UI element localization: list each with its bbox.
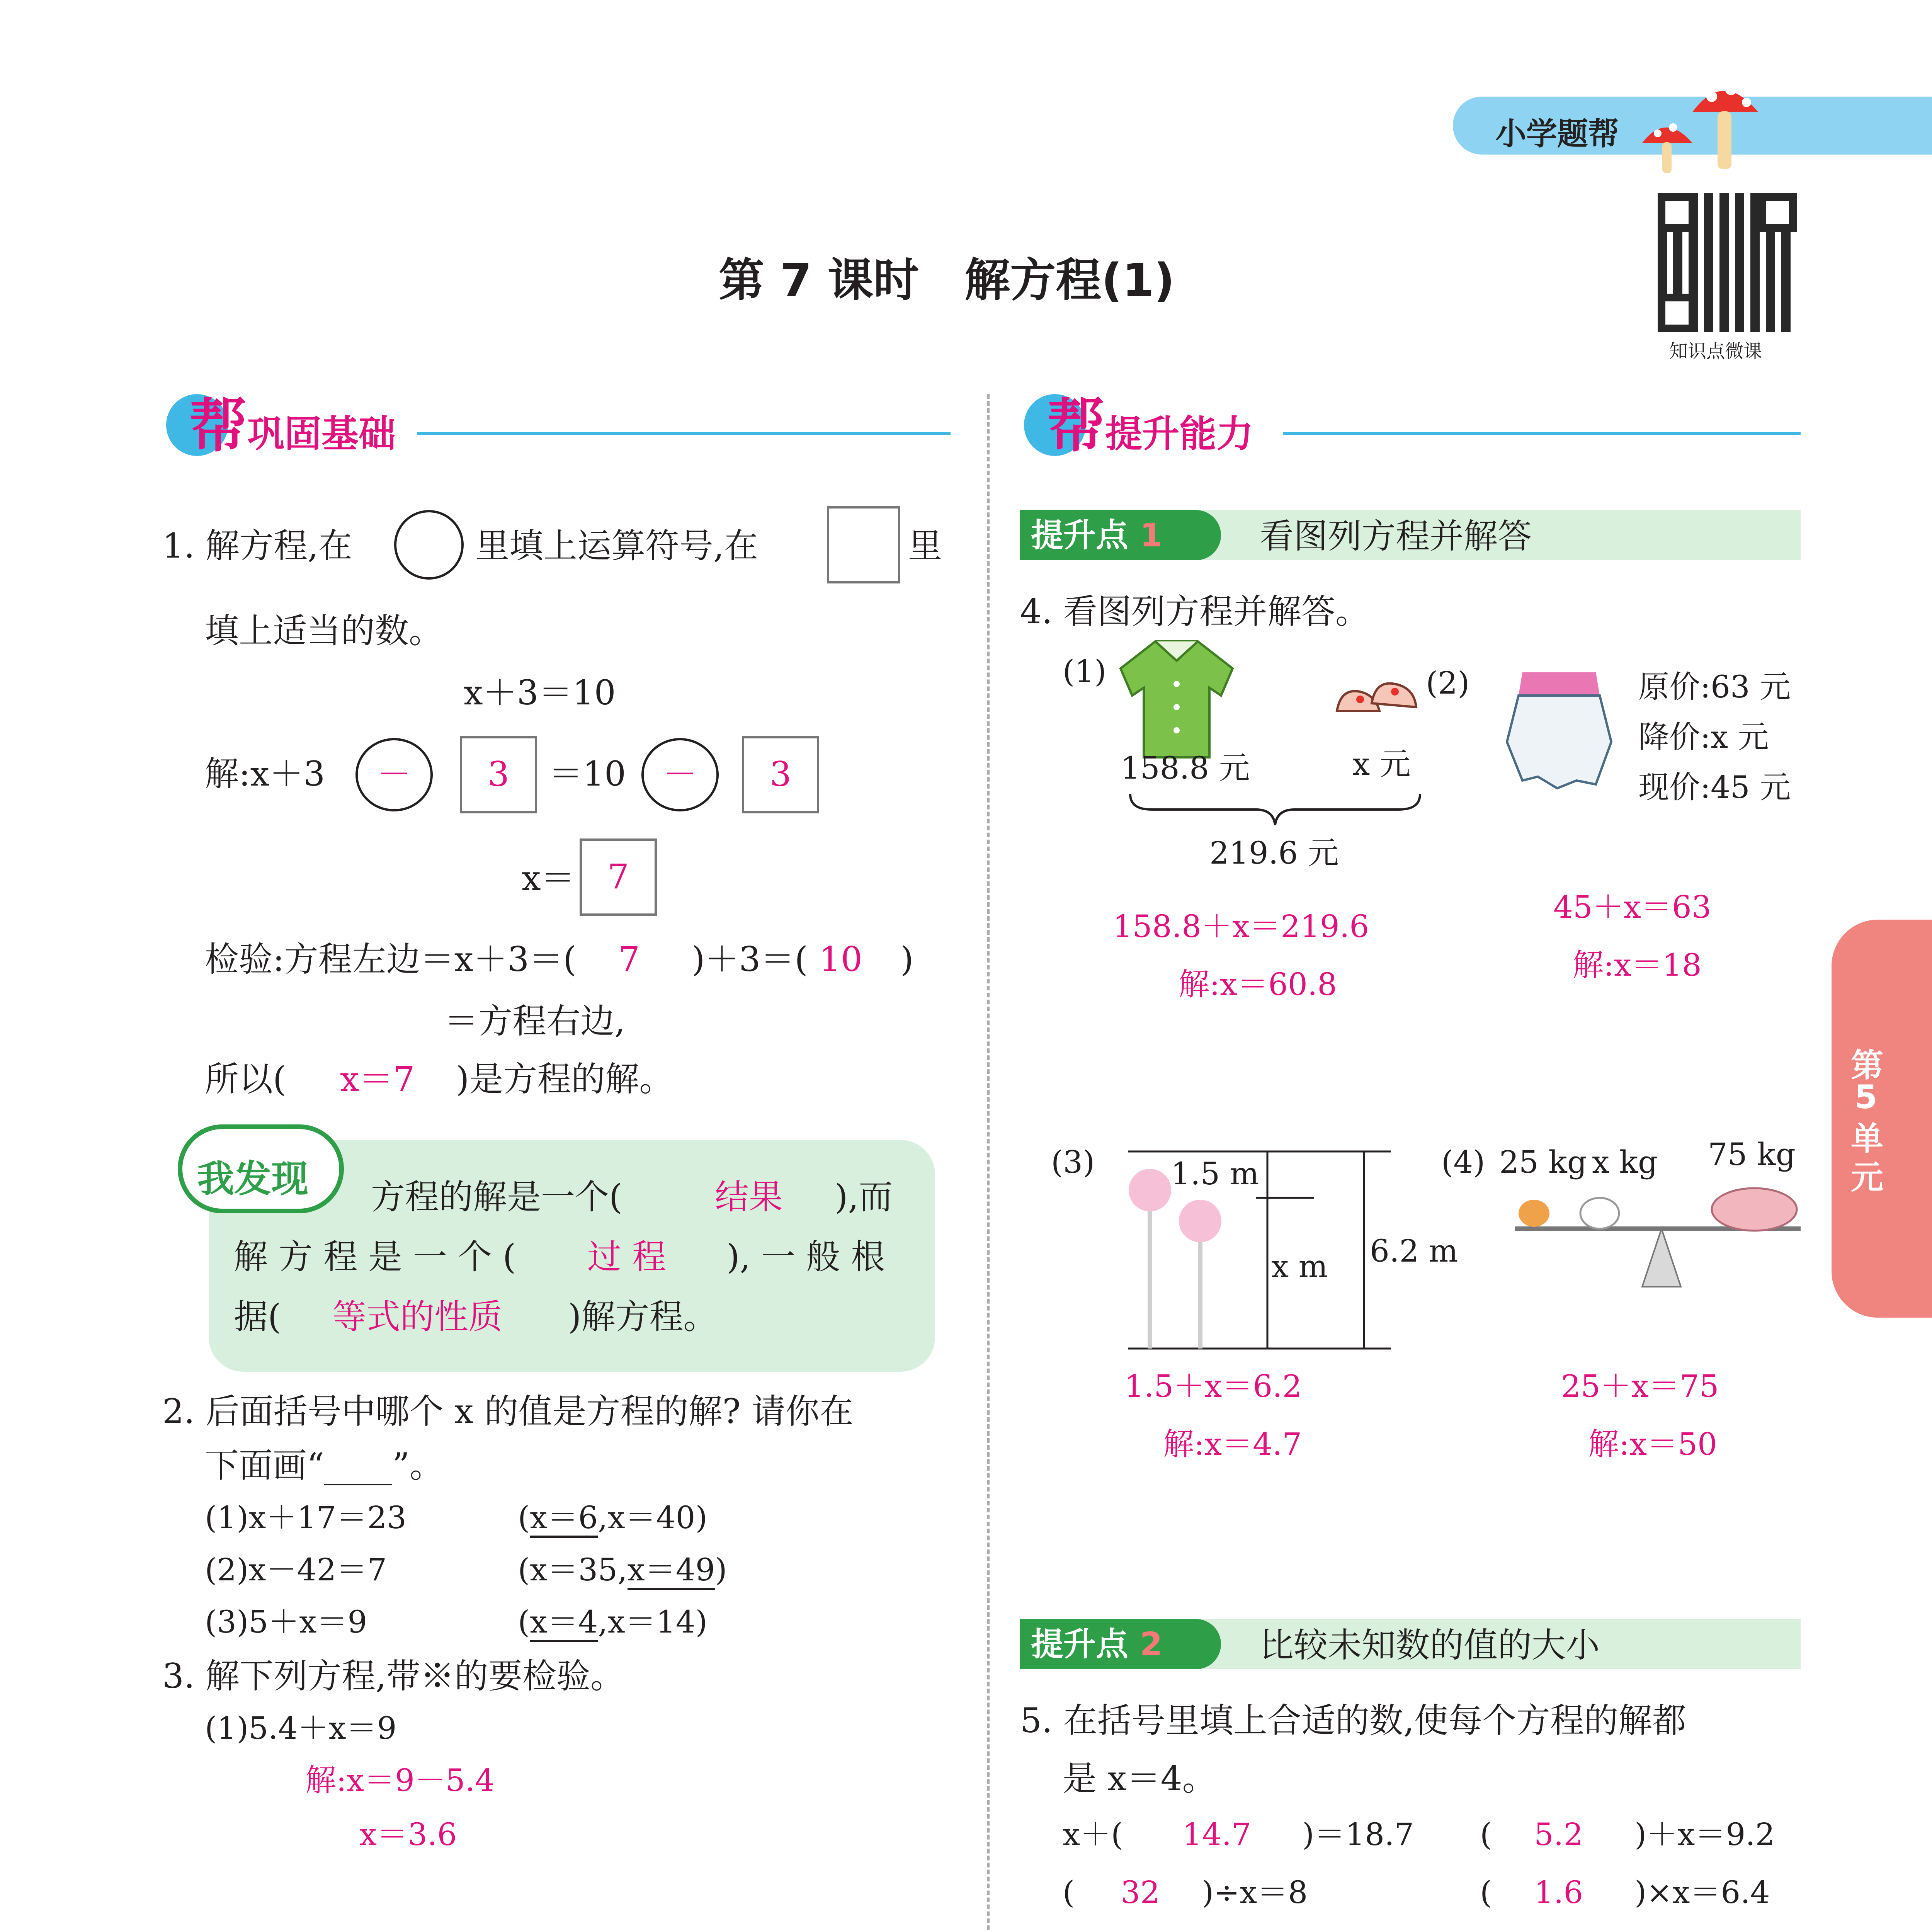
shoes-icon xyxy=(1333,668,1422,730)
discover-l1-answer[interactable]: 结果 xyxy=(715,1177,783,1217)
discover-l3a: 据( xyxy=(234,1297,281,1337)
q4-price1: 158.8 元 xyxy=(1121,750,1250,786)
q4-w1: 25 kg xyxy=(1499,1144,1587,1180)
tip-text-2: 比较未知数的值的大小 xyxy=(1260,1625,1600,1665)
q2-item-3-options xyxy=(518,1604,707,1641)
side-tab-char-2: 5 xyxy=(1855,1078,1878,1116)
q2-item-3-sep: , xyxy=(598,1604,608,1640)
q3-p1-eq: (1)5.4＋x＝9 xyxy=(205,1710,397,1746)
q5-r1-answer[interactable]: 14.7 xyxy=(1182,1816,1252,1852)
q1-check-b: )＋3＝( xyxy=(692,939,808,979)
q1-text-c: 里 xyxy=(908,526,942,566)
q2-item-3-opt1[interactable]: x＝4 xyxy=(530,1604,598,1642)
discover-l1a: 方程的解是一个( xyxy=(371,1177,622,1217)
q1-answer-box-1[interactable]: 3 xyxy=(460,736,537,813)
q1-line2: 填上适当的数。 xyxy=(205,611,443,651)
q4-discount: 降价:x 元 xyxy=(1638,719,1769,755)
discover-l2b: ), 一 般 根 xyxy=(726,1237,885,1277)
q5-r3-answer[interactable]: 32 xyxy=(1121,1874,1160,1910)
bang-icon: 帮 xyxy=(189,393,248,460)
seesaw-animals-diagram xyxy=(1507,1182,1816,1298)
q2-item-2-opt1[interactable]: x＝35 xyxy=(530,1552,618,1588)
q5-r2a: ( xyxy=(1480,1816,1492,1852)
q4-hx: x m xyxy=(1271,1248,1328,1284)
q1-check-a: 检验:方程左边＝x＋3＝( xyxy=(205,939,577,979)
q1-op-circle-1[interactable]: － xyxy=(355,738,433,811)
q1-answer-box-2[interactable]: 3 xyxy=(742,736,819,813)
q1-text-b: 里填上运算符号,在 xyxy=(475,526,758,566)
discover-l3-answer[interactable]: 等式的性质 xyxy=(332,1297,503,1337)
q4-a2: 45＋x＝63 xyxy=(1553,889,1711,925)
side-tab-char-3: 单 xyxy=(1851,1120,1884,1158)
q2-item-2-sep: , xyxy=(617,1552,628,1588)
q4-total: 219.6 元 xyxy=(1209,835,1339,871)
q1-text-a: 1. 解方程,在 xyxy=(162,526,352,566)
q1-so-answer[interactable]: x＝7 xyxy=(340,1059,415,1099)
tip-num-1: 1 xyxy=(1140,516,1163,554)
column-divider xyxy=(987,394,990,1932)
gloves-icon xyxy=(1499,665,1627,792)
q5-r1b: )＝18.7 xyxy=(1302,1816,1414,1852)
section-title-basic: 巩固基础 xyxy=(247,412,396,456)
q2-item-2-open: ( xyxy=(518,1552,530,1588)
q2-item-2-options xyxy=(518,1551,727,1588)
q4-n2: (2) xyxy=(1426,665,1470,701)
tip-num-2: 2 xyxy=(1140,1625,1163,1663)
q2-line2: 下面画“____”。 xyxy=(205,1446,444,1485)
q4-original-price: 原价:63 元 xyxy=(1638,669,1791,705)
q2-item-1-opt1[interactable]: x＝6 xyxy=(530,1500,598,1538)
q2-item-2-close: ) xyxy=(715,1552,727,1588)
section-title-improve: 提升能力 xyxy=(1105,412,1253,456)
q2-line1: 2. 后面括号中哪个 x 的值是方程的解? 请你在 xyxy=(162,1391,854,1431)
q2-item-1-opt2[interactable]: x＝40 xyxy=(607,1500,696,1536)
q4-n4: (4) xyxy=(1441,1144,1485,1180)
q1-box-sample xyxy=(827,506,900,583)
side-tab-char-4: 元 xyxy=(1851,1158,1884,1196)
qr-code[interactable] xyxy=(1658,193,1797,332)
mushroom-icon xyxy=(1634,66,1774,182)
q2-item-3-open: ( xyxy=(518,1604,530,1640)
bang-icon: 帮 xyxy=(1047,393,1105,460)
q4-price2: x 元 xyxy=(1352,746,1411,782)
q1-so-b: )是方程的解。 xyxy=(456,1059,673,1099)
q5-line2: 是 x＝4。 xyxy=(1063,1759,1216,1798)
q2-item-1-eq: (1)x＋17＝23 xyxy=(205,1500,407,1536)
q1-answer-box-3[interactable]: 7 xyxy=(580,838,657,916)
q1-circle-sample xyxy=(394,510,464,580)
tip-label-2 xyxy=(1020,1619,1221,1669)
brace-icon xyxy=(1128,792,1422,827)
q4-n1: (1) xyxy=(1063,653,1107,689)
q1-op-circle-2[interactable]: － xyxy=(641,738,719,811)
q5-line1: 5. 在括号里填上合适的数,使每个方程的解都 xyxy=(1020,1701,1686,1740)
section-line-left xyxy=(417,432,951,435)
q4-a1-solve: 解:x＝60.8 xyxy=(1179,966,1337,1002)
q5-r3a: ( xyxy=(1063,1874,1075,1910)
discover-l2-answer[interactable]: 过 程 xyxy=(587,1237,666,1277)
q4-a3: 1.5＋x＝6.2 xyxy=(1124,1368,1302,1404)
q1-check-c: ) xyxy=(900,939,914,979)
q4-line1: 4. 看图列方程并解答。 xyxy=(1020,592,1369,631)
q4-a4-solve: 解:x＝50 xyxy=(1588,1426,1717,1462)
q1-solve-label: 解:x＋3 xyxy=(205,754,325,794)
q4-a3-solve: 解:x＝4.7 xyxy=(1163,1426,1302,1462)
q2-item-1-close: ) xyxy=(695,1500,707,1536)
q4-wx: x kg xyxy=(1592,1144,1658,1180)
tip-label-1-text: 提升点 xyxy=(1031,516,1129,554)
discover-l1b: ),而 xyxy=(835,1177,893,1217)
q1-check-ans1[interactable]: 7 xyxy=(618,939,640,979)
tip-label-1 xyxy=(1020,510,1221,560)
q5-r4-answer[interactable]: 1.6 xyxy=(1534,1874,1583,1910)
q3-p1-s1: 解:x＝9－5.4 xyxy=(305,1762,495,1798)
q2-item-1-options xyxy=(518,1499,707,1536)
q2-item-1-open: ( xyxy=(518,1500,530,1536)
q2-item-3-opt2[interactable]: x＝14 xyxy=(607,1604,696,1640)
discover-label: 我发现 xyxy=(197,1157,308,1201)
q4-w2: 75 kg xyxy=(1708,1136,1796,1172)
q3-line1: 3. 解下列方程,带※的要检验。 xyxy=(162,1656,624,1696)
q1-eq10: ＝10 xyxy=(549,754,626,794)
q2-item-3-eq: (3)5＋x＝9 xyxy=(205,1604,367,1640)
q1-equation: x＋3＝10 xyxy=(464,673,616,713)
q1-check-line2: ＝方程右边, xyxy=(444,1001,625,1041)
side-tab-char-1: 第 xyxy=(1851,1046,1884,1084)
q4-n3: (3) xyxy=(1051,1144,1095,1180)
brand-text: 小学题帮 xyxy=(1495,116,1619,152)
q4-a2-solve: 解:x＝18 xyxy=(1573,947,1702,983)
q2-item-2-opt2[interactable]: x＝49 xyxy=(628,1552,715,1590)
tip-label-2-text: 提升点 xyxy=(1031,1625,1129,1663)
q5-r2-answer[interactable]: 5.2 xyxy=(1534,1816,1583,1852)
q5-r4a: ( xyxy=(1480,1874,1492,1910)
q3-p1-s2: x＝3.6 xyxy=(359,1816,457,1852)
q2-item-2-eq: (2)x－42＝7 xyxy=(205,1552,387,1588)
discover-l2a: 解 方 程 是 一 个 ( xyxy=(234,1237,516,1277)
tip-text-1: 看图列方程并解答 xyxy=(1260,516,1532,556)
shirt-icon xyxy=(1113,634,1240,761)
q4-now-price: 现价:45 元 xyxy=(1638,769,1791,805)
qr-caption: 知识点微课 xyxy=(1669,340,1762,362)
q4-a4: 25＋x＝75 xyxy=(1561,1368,1719,1404)
q5-r4b: )×x＝6.4 xyxy=(1634,1874,1770,1910)
q1-x-equals: x＝ xyxy=(522,858,575,898)
discover-l3b: )解方程。 xyxy=(568,1297,718,1337)
q5-r2b: )＋x＝9.2 xyxy=(1634,1816,1775,1852)
q2-item-3-close: ) xyxy=(695,1604,707,1640)
q4-h1: 1.5 m xyxy=(1171,1156,1259,1192)
q1-so-a: 所以( xyxy=(205,1059,286,1099)
section-line-right xyxy=(1283,432,1801,435)
q5-r3b: )÷x＝8 xyxy=(1202,1874,1308,1910)
q4-a1: 158.8＋x＝219.6 xyxy=(1113,908,1369,944)
q2-item-1-sep: , xyxy=(598,1500,608,1536)
q5-r1a: x＋( xyxy=(1063,1816,1123,1852)
q4-htot: 6.2 m xyxy=(1370,1233,1458,1269)
page-title: 第 7 课时 解方程(1) xyxy=(719,253,1175,307)
q1-check-ans2[interactable]: 10 xyxy=(819,939,862,979)
